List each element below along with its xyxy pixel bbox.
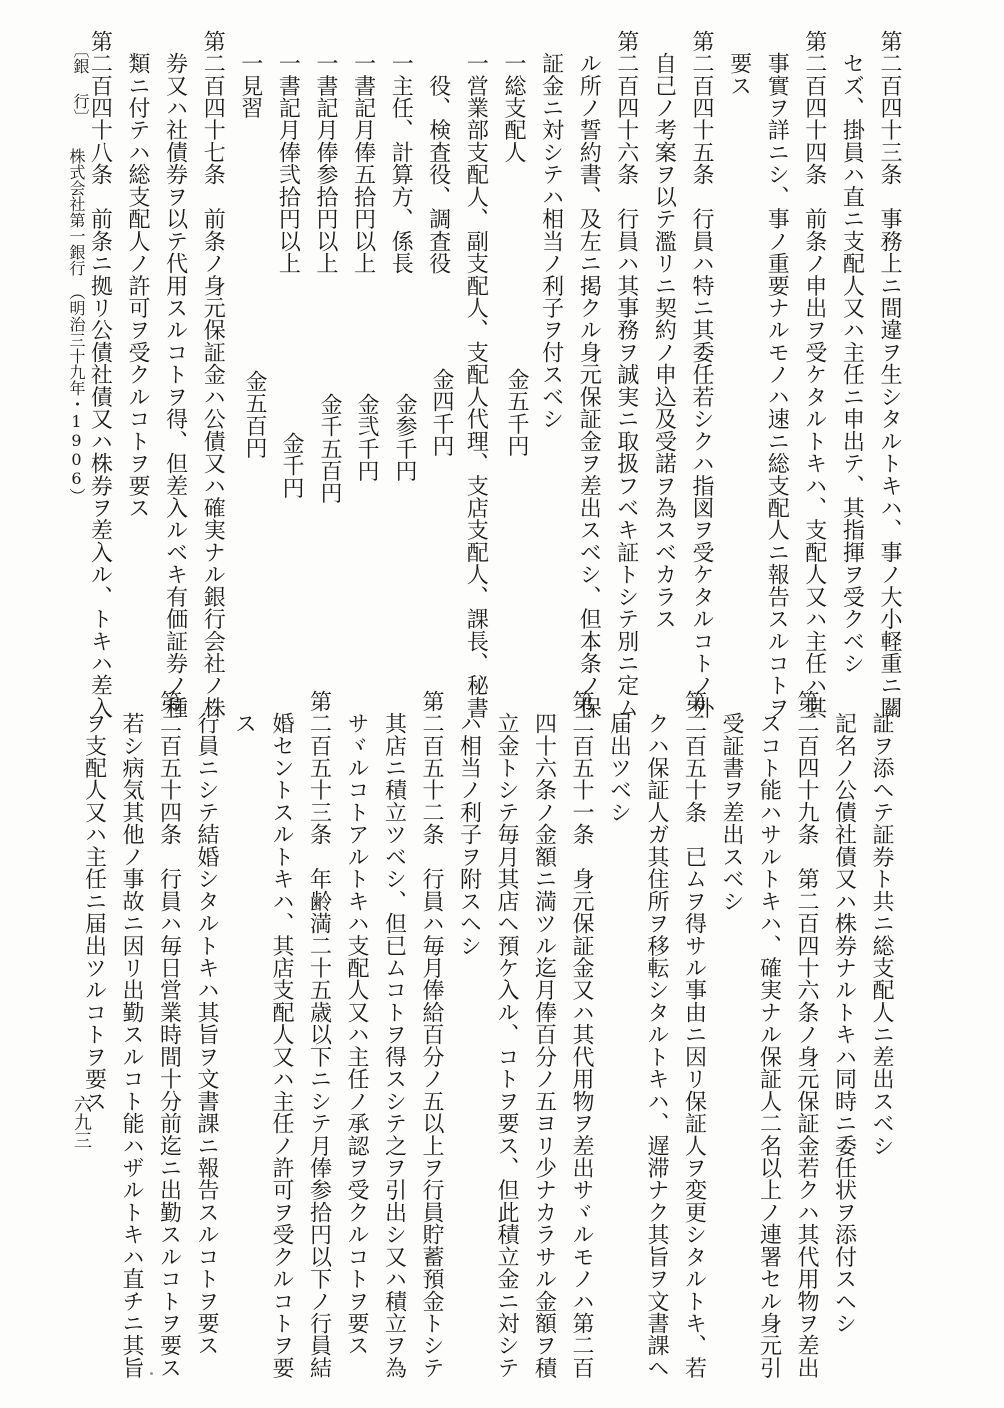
amount: 金千円: [279, 432, 304, 499]
text-column: 証ヲ添ヘテ証券ト共ニ総支配人ニ差出スベシ: [869, 690, 894, 1157]
text-column: 第二百四十九条 第二百四十六条ノ身元保証金若クハ其代用物ヲ差出: [794, 690, 819, 1379]
text-column: 第二百五十二条 行員ハ毎月俸給百分ノ五以上ヲ行員貯蓄預金トシテ: [419, 690, 444, 1379]
text-column: 事實ヲ詳ニシ、事ノ重要ナルモノハ速ニ総支配人ニ報告スルコトヲ: [764, 30, 790, 719]
text-column: 第二百五十一条 身元保証金又ハ其代用物ヲ差出サヾルモノハ第二百: [569, 690, 594, 1379]
text-column: 記名ノ公債社債又ハ株券ナルトキハ同時ニ委任状ヲ添付スヘシ: [831, 690, 857, 1335]
text-column: 一総支配人: [501, 30, 526, 164]
text-column: ヲ支配人又ハ主任ニ届出ツルコトヲ要ス: [81, 690, 107, 1113]
text-column: 第二百五十条 已ムヲ得サル事由ニ因リ保証人ヲ変更シタルトキ、若: [681, 690, 707, 1379]
text-column: ハ相当ノ利子ヲ附スヘシ: [456, 690, 482, 957]
text-column: 一主任、計算方、係長: [388, 30, 414, 275]
text-column: 届出ツベシ: [606, 690, 632, 824]
text-column: 四十六条ノ金額ニ満ツル迄月俸百分ノ五ヨリ少ナカラサル金額ヲ積: [531, 690, 557, 1379]
footer-category: 〔銀 行〕: [71, 42, 90, 125]
text-column: ル所ノ誓約書、及左ニ掲クル身元保証金ヲ差出スベシ、但本条ノ保: [576, 30, 602, 719]
text-column: 第二百五十四条 行員ハ毎日営業時間十分前迄ニ出勤スルコトヲ要ス: [156, 690, 182, 1379]
text-column: ス: [231, 690, 257, 735]
text-column: セズ、掛員ハ直ニ支配人又ハ主任ニ申出テ、其指揮ヲ受クベシ: [839, 30, 865, 675]
amount: 金五百円: [242, 370, 267, 459]
text-column: 行員ニシテ結婚シタルトキハ其旨ヲ文書課ニ報告スルコトヲ要ス: [194, 690, 219, 1357]
text-column: 第二百四十六条 行員ハ其事務ヲ誠実ニ取扱フベキ証トシテ別ニ定ム: [613, 30, 639, 719]
text-column: 若シ病気其他ノ事故ニ因リ出勤スルコト能ハザルトキハ直チニ其旨: [119, 690, 144, 1379]
footer-source: 株式会社第一銀行 （明治三十九年・1906）: [67, 148, 86, 504]
text-column: 一書記月俸弐拾円以上: [275, 30, 301, 275]
text-column: 役、検査役、調査役: [425, 30, 451, 275]
text-column: 一見習: [237, 30, 263, 119]
text-column: 自己ノ考案ヲ以テ濫リニ契約ノ申込及受諾ヲ為スベカラス: [651, 30, 677, 630]
amount: 金四千円: [429, 368, 454, 457]
amount: 金弐千円: [354, 393, 379, 482]
text-column: 証金ニ対シテハ相当ノ利子ヲ付スベシ: [538, 30, 564, 430]
text-column: 第二百四十七条 前条ノ身元保証金ハ公債又ハ確実ナル銀行会社ノ株: [200, 30, 226, 719]
amount: 金参千円: [392, 393, 417, 482]
text-column: 類ニ付テハ総支配人ノ許可ヲ受クルコトヲ要ス: [125, 30, 150, 519]
page-number: 六九三: [71, 1095, 92, 1149]
text-column: 券又ハ社債券ヲ以テ代用スルコトヲ得、但差入ルベキ有価証券ノ種: [162, 30, 188, 719]
text-column: 其店ニ積立ツベシ、但已ムコトヲ得スシテ之ヲ引出シ又ハ積立ヲ為: [381, 690, 407, 1379]
scan-speck: [150, 1372, 153, 1375]
amount: 金千五百円: [317, 393, 342, 505]
text-column: 受証書ヲ差出スベシ: [719, 690, 744, 913]
text-column: 第二百四十五条 行員ハ特ニ其委任若シクハ指図ヲ受ケタルコトノ外: [689, 30, 714, 719]
text-column: 一営業部支配人、副支配人、支配人代理、支店支配人、課長、秘書: [463, 30, 489, 719]
text-column: 婚セントスルトキハ、其店支配人又ハ主任ノ許可ヲ受クルコトヲ要: [269, 690, 294, 1379]
amount: 金五千円: [504, 368, 529, 457]
text-column: クハ保証人ガ其住所ヲ移転シタルトキハ、遅滞ナク其旨ヲ文書課ヘ: [644, 690, 669, 1379]
text-column: 一書記月俸五拾円以上: [350, 30, 376, 275]
text-column: 第二百五十三条 年齢満二十五歳以下ニシテ月俸参拾円以下ノ行員結: [306, 690, 332, 1379]
text-column: スコト能ハサルトキハ、確実ナル保証人二名以上ノ連署セル身元引: [756, 690, 782, 1379]
text-column: 第二百四十三条 事務上ニ間違ヲ生シタルトキハ、事ノ大小軽重ニ關: [877, 30, 902, 719]
text-column: サヾルコトアルトキハ支配人又ハ主任ノ承認ヲ受クルコトヲ要ス: [344, 690, 369, 1357]
text-column: 要ス: [726, 30, 752, 97]
text-column: 第二百四十八条 前条ニ拠リ公債社債又ハ株券ヲ差入ル、トキハ差入: [87, 30, 113, 719]
text-column: 立金トシテ毎月其店ヘ預ケ入ル、コトヲ要ス、但此積立金ニ対シテ: [494, 690, 519, 1379]
text-column: 第二百四十四条 前条ノ申出ヲ受ケタルトキハ、支配人又ハ主任ハ其: [801, 30, 827, 719]
text-column: 一書記月俸参拾円以上: [313, 30, 338, 275]
